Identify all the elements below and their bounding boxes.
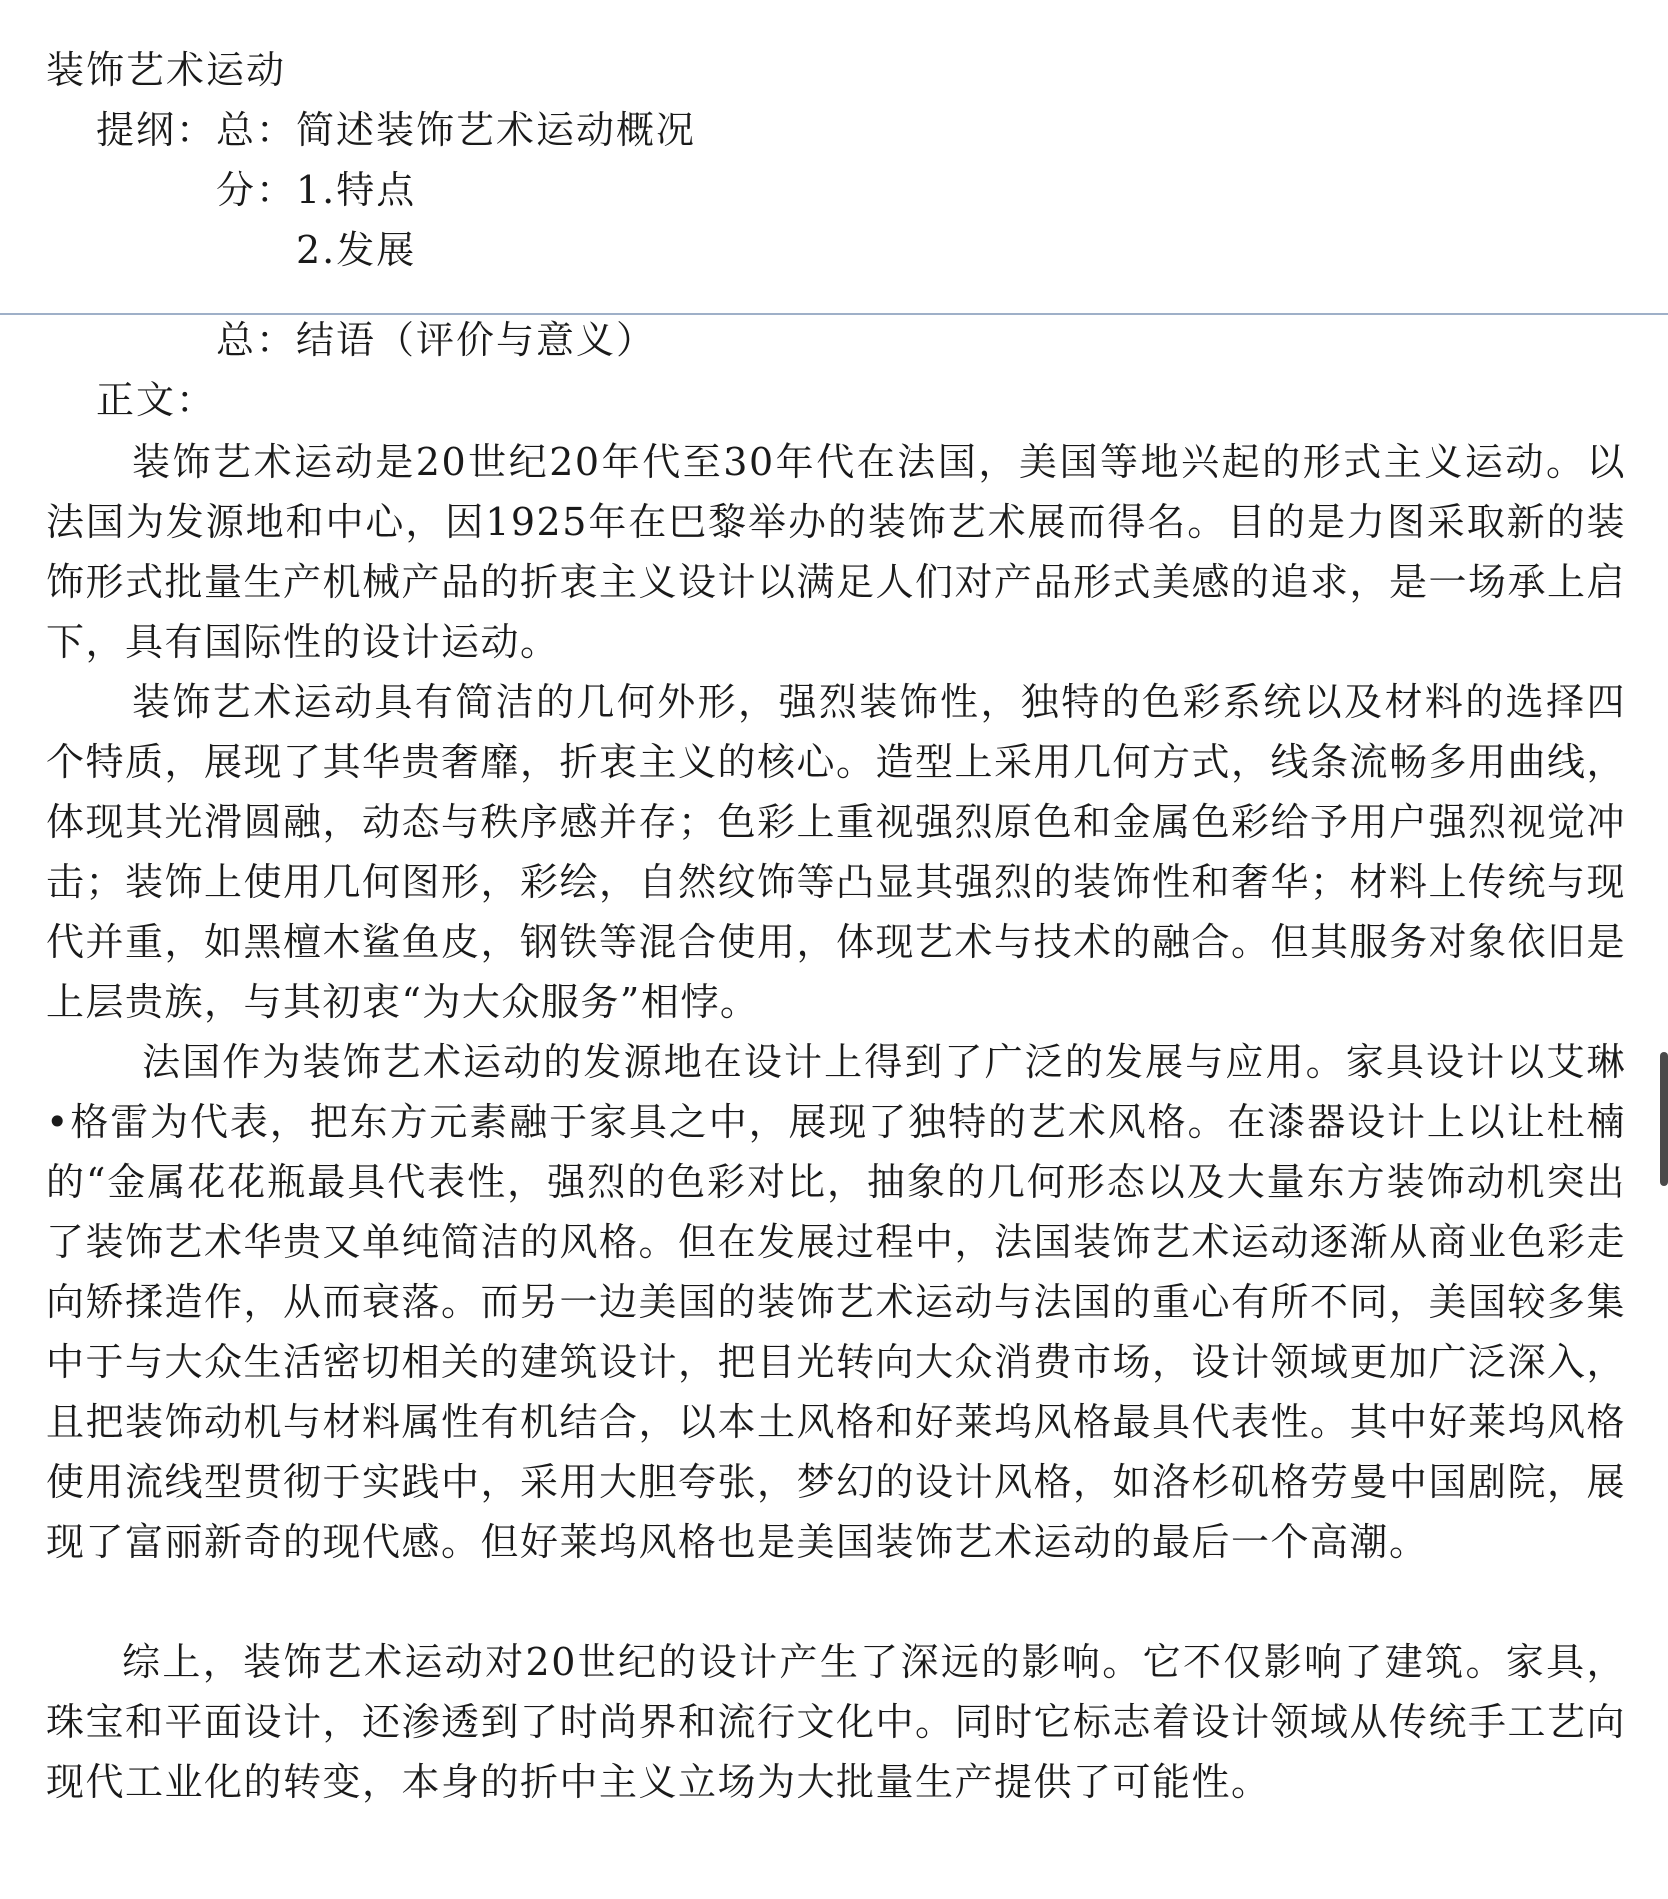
outline-prefix: 总：	[216, 108, 297, 152]
outline-row-3	[296, 222, 416, 278]
scrollbar-thumb[interactable]	[1660, 1052, 1668, 1186]
body-label: 正文：	[96, 378, 217, 422]
outline-text: 1.特点	[296, 168, 417, 212]
paragraph-intro: 装饰艺术运动是20世纪20年代至30年代在法国，美国等地兴起的形式主义运动。以法国为发源地和中心，因1925年在巴黎举办的装饰艺术展而得名。目的是力图采取新的装饰形式批量生产机械产品的折衷主义设计以满足人们对产品形式美感的追求，是一场承上启下，具有国际性的设计运动。	[46, 440, 1627, 664]
paragraph-conclusion: 综上，装饰艺术运动对20世纪的设计产生了深远的影响。它不仅影响了建筑。家具，珠宝和平面设计，还渗透到了时尚界和流行文化中。同时它标志着设计领域从传统手工艺向现代工业化的转变，本身的折中主义立场为大批量生产提供了可能性。	[46, 1640, 1627, 1804]
outline-row-2	[216, 162, 416, 218]
paragraph-features: 装饰艺术运动具有简洁的几何外形，强烈装饰性，独特的色彩系统以及材料的选择四个特质，展现了其华贵奢靡，折衷主义的核心。造型上采用几何方式，线条流畅多用曲线，体现其光滑圆融，动态与秩序感并存；色彩上重视强烈原色和金属色彩给予用户强烈视觉冲击；装饰上使用几何图形，彩绘，自然纹饰等凸显其强烈的装饰性和奢华；材料上传统与现代并重，如黑檀木鲨鱼皮，钢铁等混合使用，体现艺术与技术的融合。但其服务对象依旧是上层贵族，与其初衷“为大众服务”相悖。	[46, 680, 1627, 1024]
outline-prefix: 总：	[216, 318, 297, 362]
outline-prefix: 分：	[216, 168, 297, 212]
paragraph-development: 法国作为装饰艺术运动的发源地在设计上得到了广泛的发展与应用。家具设计以艾琳•格雷为代表，把东方元素融于家具之中，展现了独特的艺术风格。在漆器设计上以让杜楠的“金属花花瓶最具代表性，强烈的色彩对比，抽象的几何形态以及大量东方装饰动机突出了装饰艺术华贵又单纯简洁的风格。但在发展过程中，法国装饰艺术运动逐渐从商业色彩走向矫揉造作，从而衰落。而另一边美国的装饰艺术运动与法国的重心有所不同，美国较多集中于与大众生活密切相关的建筑设计，把目光转向大众消费市场，设计领域更加广泛深入，且把装饰动机与材料属性有机结合，以本土风格和好莱坞风格最具代表性。其中好莱坞风格使用流线型贯彻于实践中，采用大胆夸张，梦幻的设计风格，如洛杉矶格劳曼中国剧院，展现了富丽新奇的现代感。但好莱坞风格也是美国装饰艺术运动的最后一个高潮。	[46, 1040, 1627, 1564]
outline-text: 2.发展	[296, 228, 417, 272]
outline-row-1	[96, 102, 696, 158]
outline-label: 提纲：	[96, 108, 217, 152]
outline-text: 结语（评价与意义）	[296, 318, 657, 362]
outline-text: 简述装饰艺术运动概况	[296, 108, 697, 152]
document-title: 装饰艺术运动	[46, 48, 287, 92]
outline-row-4	[216, 312, 656, 368]
